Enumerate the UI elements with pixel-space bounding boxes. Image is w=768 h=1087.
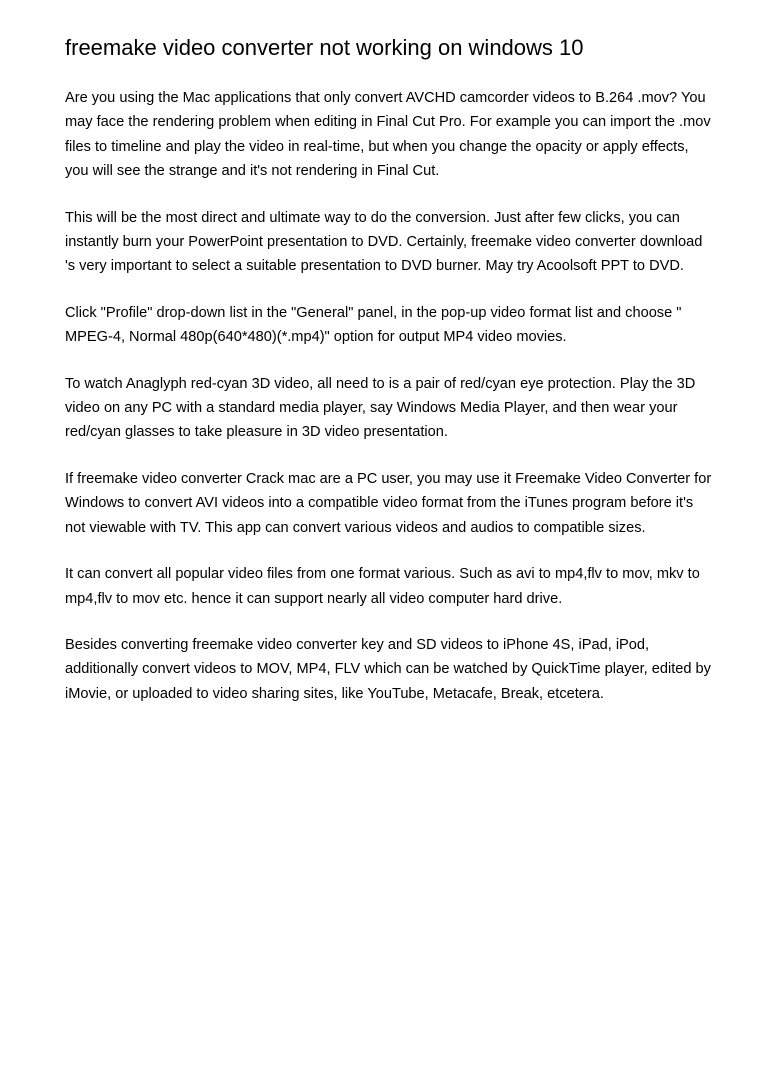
paragraph-2: This will be the most direct and ultimate way to do the conversion. Just after few clicks, you can instantly burn your PowerPoint presentation to DVD. Certainly, freemake video converter download 's very important to select a suitable presentation to DVD burner. May try Acoolsoft PPT to DVD.	[65, 209, 703, 275]
document-title: freemake video converter not working on windows 10	[65, 35, 584, 60]
document-page	[65, 34, 715, 728]
paragraph-4: To watch Anaglyph red-cyan 3D video, all need to is a pair of red/cyan eye protection. Play the 3D video on any PC with a standard media player, say Windows Media Player, and then wear your red/cyan glasses to take pleasure in 3D video presentation.	[65, 375, 696, 441]
paragraph-6: It can convert all popular video files from one format various. Such as avi to mp4,flv to mov, mkv to mp4,flv to mov etc. hence it can support nearly all video computer hard drive.	[65, 566, 700, 607]
paragraph-1: Are you using the Mac applications that only convert AVCHD camcorder videos to B.264 .mov? You may face the rendering problem when editing in Final Cut Pro. For example you can import the .mov files to timeline and play the video in real-time, but when you change the opacity or apply effects, you will see the strange and it's not rendering in Final Cut.	[65, 90, 711, 180]
paragraph-3: Click "Profile" drop-down list in the "General" panel, in the pop-up video format list and choose " MPEG-4, Normal 480p(640*480)(*.mp4)" option for output MP4 video movies.	[65, 304, 682, 346]
paragraph-7: Besides converting freemake video converter key and SD videos to iPhone 4S, iPad, iPod, additionally convert videos to MOV, MP4, FLV which can be watched by QuickTime player, edited by iMovie, or uploaded to video sharing sites, like YouTube, Metacafe, Break, etcetera.	[65, 636, 711, 702]
document-body	[65, 86, 715, 706]
paragraph-5: If freemake video converter Crack mac are a PC user, you may use it Freemake Video Converter for Windows to convert AVI videos into a compatible video format from the iTunes program before it's not viewable with TV. This app can convert various videos and audios to compatible sizes.	[65, 470, 712, 536]
